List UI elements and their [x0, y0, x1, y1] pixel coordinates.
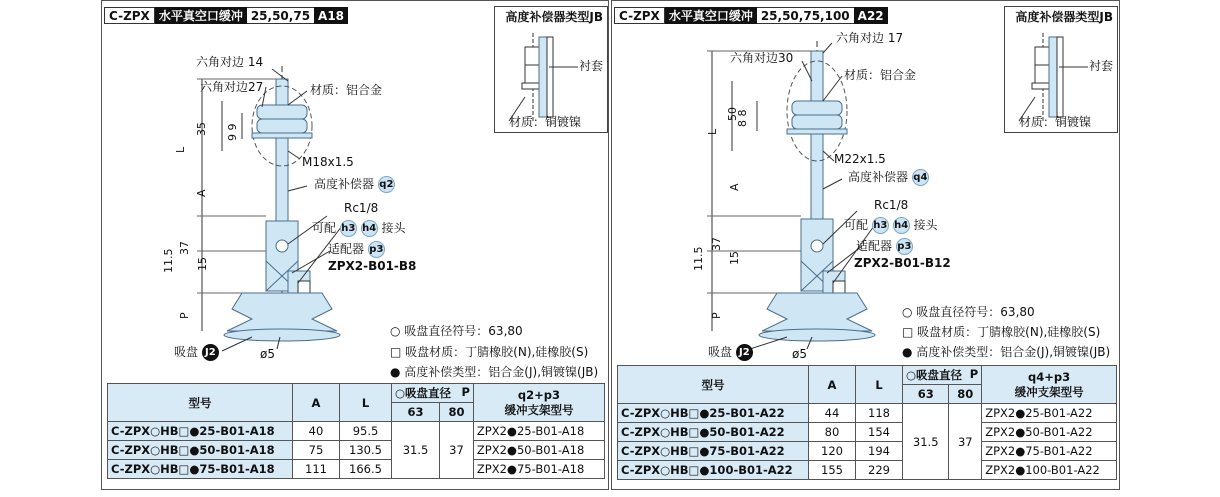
table-row: C-ZPX○HB□●75-B01-A22 120 194 ZPX2●75-B01-A22: [618, 442, 1117, 461]
badge-h4: h4: [361, 220, 378, 237]
hex-14-label: 六角对边 14: [196, 55, 264, 69]
col-bracket: q2+p3 缓冲支架型号: [473, 384, 604, 422]
pad-label: 吸盘 J2: [174, 343, 219, 361]
badge-h4: h4: [893, 217, 910, 234]
compensator-drawing: [102, 1, 482, 341]
col-model: 型号: [618, 366, 809, 404]
dim-A: A: [195, 189, 208, 197]
col-A: A: [293, 384, 340, 422]
badge-j: J2: [202, 344, 219, 361]
rc-label: Rc1/8: [344, 201, 379, 215]
thread-code: A18: [314, 7, 348, 24]
table-row: C-ZPX○HB□●50-B01-A18 75 130.5 ZPX2●50-B01-A18: [108, 441, 605, 460]
adapter-label: 适配器 p3: [328, 242, 384, 256]
table-row: C-ZPX○HB□●25-B01-A22 44 118 31.5 37 ZPX2●25-B01-A22: [618, 404, 1117, 423]
jb-material-label: 材质：铜镀镍: [1019, 115, 1092, 129]
thread-label: M22x1.5: [834, 152, 886, 166]
badge-p: p3: [368, 241, 385, 258]
col-80: 80: [949, 385, 982, 404]
series-title: 水平真空口缓冲: [665, 7, 757, 24]
dim-37: 37: [710, 237, 723, 251]
hex-27-label: 六角对边27: [200, 80, 264, 94]
compensator-label: 高度补偿器 q2: [314, 177, 394, 191]
adapter-model: ZPX2-B01-B8: [328, 259, 417, 273]
col-80: 80: [440, 403, 474, 422]
col-63: 63: [392, 403, 440, 422]
dim-11-5: 11.5: [162, 248, 175, 273]
phi-label: ø5: [792, 347, 807, 361]
col-bracket: q4+p3 缓冲支架型号: [982, 366, 1117, 404]
compensator-label: 高度补偿器 q4: [848, 170, 928, 184]
thread-code: A22: [854, 7, 888, 24]
legend-diameter: ○ 吸盘直径符号：63,80: [902, 305, 1035, 319]
col-pad-diameter: ○吸盘直径 P: [392, 384, 474, 403]
series-code: C-ZPX: [104, 7, 155, 24]
dim-P: P: [178, 312, 191, 319]
table-row: C-ZPX○HB□●75-B01-A18 111 166.5 ZPX2●75-B01-A18: [108, 460, 605, 479]
spec-table: [107, 383, 605, 479]
dim-P: P: [710, 312, 723, 319]
badge-q: q4: [912, 169, 929, 186]
fitting-label: 可配 h3 h4 接头: [844, 218, 938, 232]
dim-15: 15: [196, 257, 209, 271]
spec-table: [617, 365, 1117, 480]
col-A: A: [809, 366, 856, 404]
jb-inset-title: 高度补偿器类型JB: [1015, 9, 1113, 24]
col-L: L: [340, 384, 392, 422]
series-title: 水平真空口缓冲: [155, 7, 247, 24]
hex-30-label: 六角对边30: [730, 51, 794, 65]
legend-material: □ 吸盘材质：丁腈橡胶(N),硅橡胶(S): [902, 325, 1101, 339]
legend-comp-type: ● 高度补偿类型：铝合金(J),铜镀镍(JB): [390, 365, 599, 379]
jb-material-label: 材质：铜镀镍: [509, 115, 582, 129]
dim-15: 15: [728, 251, 741, 265]
legend-diameter: ○ 吸盘直径符号：63,80: [390, 324, 523, 338]
badge-p: p3: [896, 238, 913, 255]
col-model: 型号: [108, 384, 293, 422]
fitting-label: 可配 h3 h4 接头: [312, 221, 406, 235]
thread-label: M18x1.5: [302, 155, 354, 169]
dim-9-9: 9 9: [226, 123, 239, 141]
table-row: C-ZPX○HB□●50-B01-A22 80 154 ZPX2●50-B01-A22: [618, 423, 1117, 442]
table-row: C-ZPX○HB□●25-B01-A18 40 95.5 31.5 37 ZPX2●25-B01-A18: [108, 422, 605, 441]
dim-A: A: [728, 183, 741, 191]
adapter-model: ZPX2-B01-B12: [854, 256, 951, 270]
material-label: 材质：铝合金: [844, 68, 917, 82]
phi-label: ø5: [260, 347, 275, 361]
jb-bushing-label: 衬套: [1089, 59, 1114, 73]
dim-50: 50: [726, 107, 739, 121]
col-63: 63: [903, 385, 949, 404]
material-label: 材质：铝合金: [310, 83, 383, 97]
legend-comp-type: ● 高度补偿类型：铝合金(J),铜镀镍(JB): [902, 345, 1111, 359]
legend-material: □ 吸盘材质：丁腈橡胶(N),硅橡胶(S): [390, 345, 589, 359]
series-code: C-ZPX: [614, 7, 665, 24]
adapter-label: 适配器 p3: [856, 239, 912, 253]
spec-panel-a22: [611, 0, 1120, 490]
pad-label: 吸盘 J2: [708, 343, 753, 361]
dim-37: 37: [178, 241, 191, 255]
badge-h3: h3: [872, 217, 889, 234]
badge-h3: h3: [340, 220, 357, 237]
table-row: C-ZPX○HB□●100-B01-A22 155 229 ZPX2●100-B01-A22: [618, 461, 1117, 480]
jb-inset-title: 高度补偿器类型JB: [505, 9, 603, 24]
col-L: L: [856, 366, 903, 404]
spec-panel-a18: [101, 0, 609, 490]
badge-q: q2: [378, 176, 395, 193]
dim-L: L: [706, 128, 719, 135]
badge-j: J2: [736, 344, 753, 361]
jb-inset: [1004, 6, 1118, 133]
jb-bushing-label: 衬套: [579, 59, 604, 73]
hex-17-label: 六角对边 17: [836, 31, 904, 45]
dim-35: 35: [195, 122, 208, 136]
compensator-drawing: [612, 1, 992, 341]
col-pad-diameter: ○吸盘直径 P: [903, 366, 982, 385]
rc-label: Rc1/8: [874, 198, 909, 212]
stroke-spec: 25,50,75,100: [757, 7, 854, 24]
dim-8-8: 8 8: [736, 109, 749, 127]
dim-L: L: [174, 146, 187, 153]
dim-11-5: 11.5: [692, 246, 705, 271]
stroke-spec: 25,50,75: [247, 7, 314, 24]
jb-inset: [494, 6, 608, 133]
